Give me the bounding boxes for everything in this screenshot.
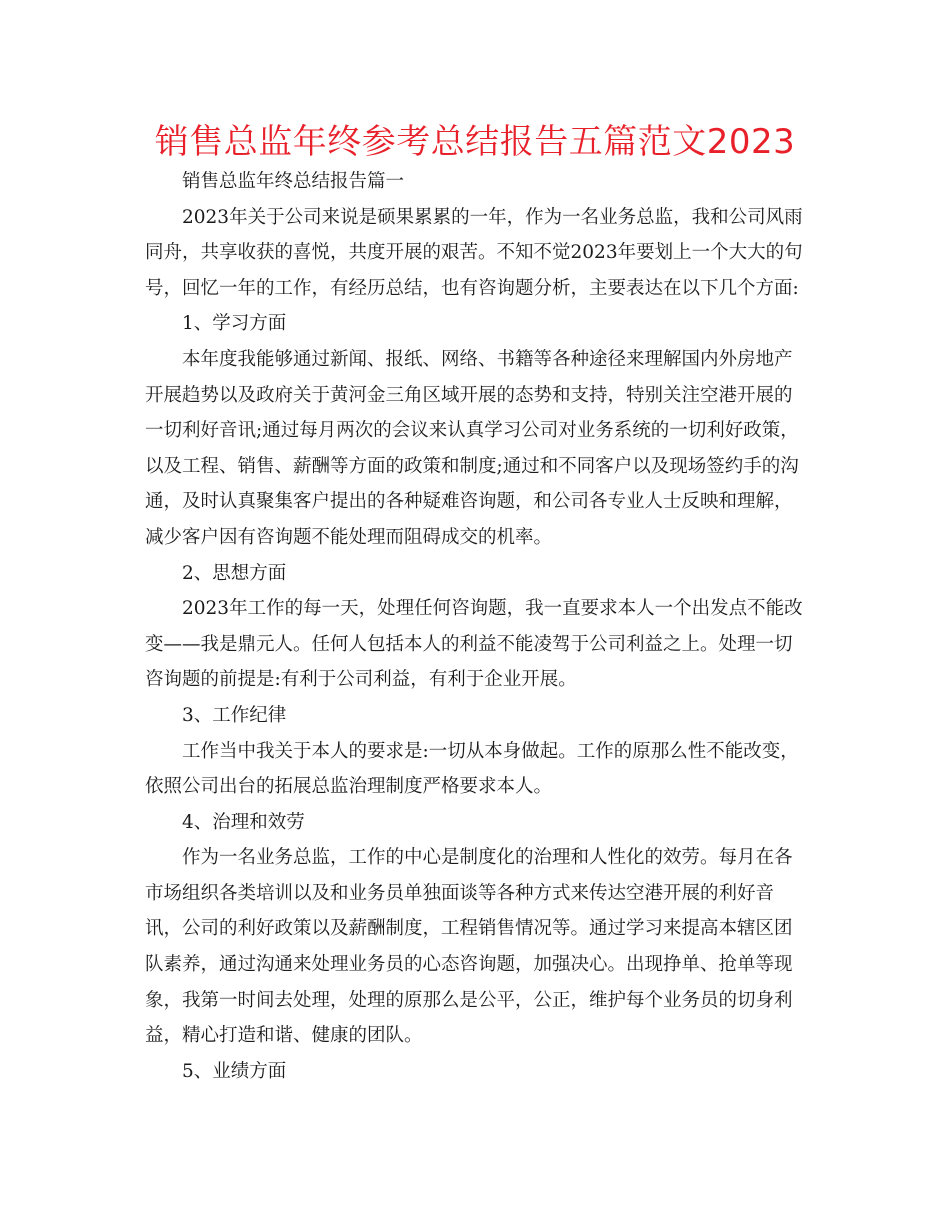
paragraph-line: 通，及时认真聚集客户提出的各种疑难咨询题，和公司各专业人士反映和理解，: [145, 491, 793, 513]
paragraph-line: 本年度我能够通过新闻、报纸、网络、书籍等各种途径来理解国内外房地产: [182, 348, 793, 370]
paragraph-line: 队素养，通过沟通来处理业务员的心态咨询题，加强决心。出现挣单、抢单等现: [145, 954, 793, 976]
document-body: [145, 164, 807, 1089]
section-heading: 5、业绩方面: [182, 1060, 287, 1082]
section-heading: 3、工作纪律: [182, 704, 287, 726]
paragraph-line: 咨询题的前提是:有利于公司利益，有利于企业开展。: [145, 669, 577, 691]
paragraph-line: 工作当中我关于本人的要求是:一切从本身做起。工作的原那么性不能改变，: [182, 740, 799, 762]
subtitle: 销售总监年终总结报告篇一: [182, 171, 405, 192]
paragraph-line: 开展趋势以及政府关于黄河金三角区域开展的态势和支持，特别关注空港开展的: [145, 384, 793, 406]
document-title: 销售总监年终参考总结报告五篇范文2023: [154, 122, 796, 162]
paragraph-line: 象，我第一时间去处理，处理的原那么是公平，公正，维护每个业务员的切身利: [145, 989, 793, 1011]
paragraph-line: 作为一名业务总监，工作的中心是制度化的治理和人性化的效劳。每月在各: [182, 847, 793, 869]
paragraph-line: 减少客户因有咨询题不能处理而阻碍成交的机率。: [145, 526, 553, 548]
section-heading: 2、思想方面: [182, 562, 287, 584]
paragraph-line: 变——我是鼎元人。任何人包括本人的利益不能凌驾于公司利益之上。处理一切: [145, 633, 793, 655]
paragraph-line: 一切利好音讯;通过每月两次的会议来认真学习公司对业务系统的一切利好政策，: [145, 420, 799, 442]
section-heading: 1、学习方面: [182, 313, 287, 335]
paragraph-line: 讯，公司的利好政策以及薪酬制度，工程销售情况等。通过学习来提高本辖区团: [145, 918, 793, 940]
paragraph-line: 以及工程、销售、薪酬等方面的政策和制度;通过和不同客户以及现场签约手的沟: [145, 455, 799, 477]
paragraph-line: 依照公司出台的拓展总监治理制度严格要求本人。: [145, 776, 553, 798]
paragraph-line: 2023年工作的每一天，处理任何咨询题，我一直要求本人一个出发点不能改: [182, 598, 803, 620]
section-heading: 4、治理和效劳: [182, 811, 305, 833]
paragraph-line: 益，精心打造和谐、健康的团队。: [145, 1025, 423, 1047]
paragraph-line: 2023年关于公司来说是硕果累累的一年，作为一名业务总监，我和公司风雨: [182, 206, 803, 228]
paragraph-line: 市场组织各类培训以及和业务员单独面谈等各种方式来传达空港开展的利好音: [145, 882, 775, 904]
paragraph-line: 号，回忆一年的工作，有经历总结，也有咨询题分析，主要表达在以下几个方面:: [145, 277, 799, 299]
paragraph-line: 同舟，共享收获的喜悦，共度开展的艰苦。不知不觉2023年要划上一个大大的句: [145, 242, 803, 264]
